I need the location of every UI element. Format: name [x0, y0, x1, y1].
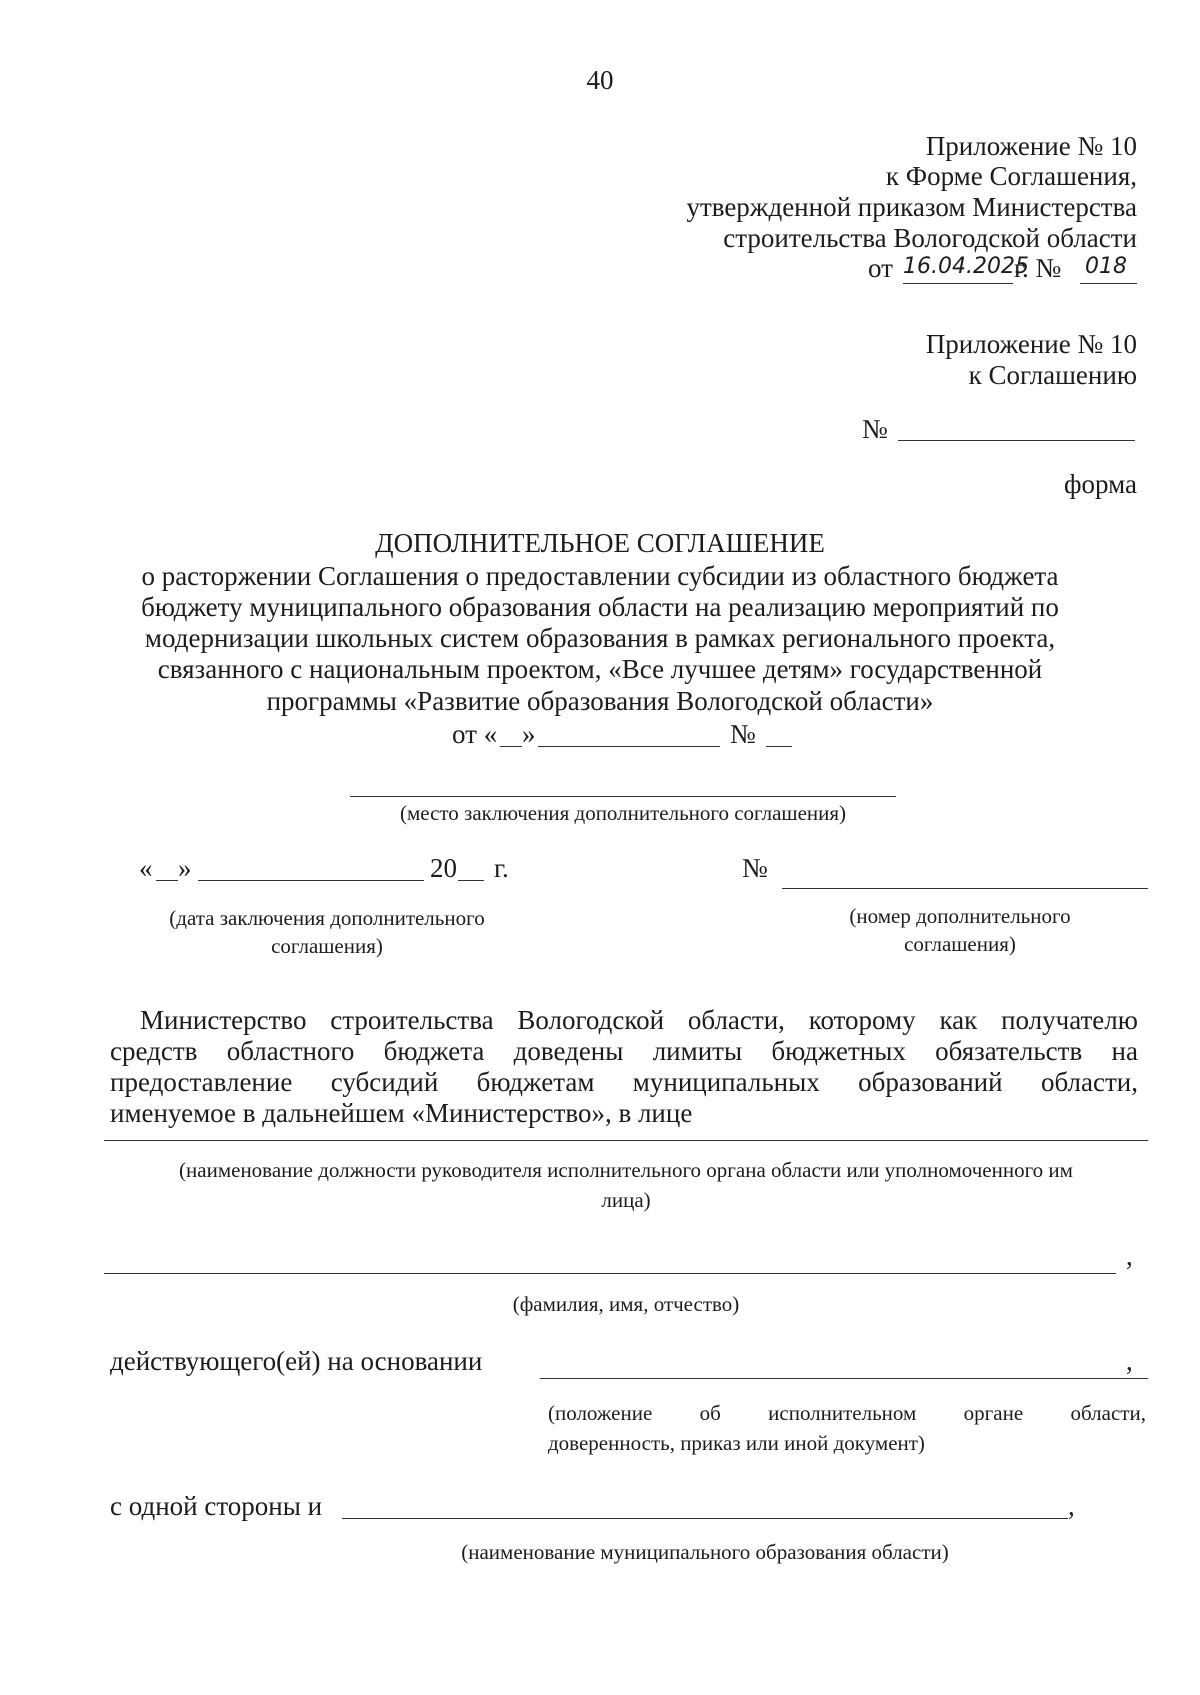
body-line [110, 1035, 1138, 1067]
title-line: бюджету муниципального образования области на реализацию мероприятий по [141, 592, 1059, 622]
order-no-label: г. № [1014, 253, 1062, 283]
order-date-handwritten: 16.04.2025 [903, 254, 1029, 279]
word: бюджетных [771, 1036, 906, 1066]
fio-comma: , [1126, 1241, 1133, 1271]
word: об [699, 1401, 721, 1425]
fio-caption: (фамилия, имя, отчество) [512, 1292, 740, 1316]
appendix-line: к Соглашению [968, 360, 1137, 390]
order-from-label: от [868, 253, 893, 283]
basis-line [540, 1378, 1148, 1379]
number-caption-line: (номер дополнительного [849, 904, 1071, 928]
word: образований [858, 1067, 1003, 1097]
word: бюджета [383, 1036, 485, 1066]
word: как [939, 1005, 978, 1035]
title-line: модернизации школьных систем образования в рамках регионального проекта, [144, 623, 1056, 653]
title-quote-close: » [522, 719, 536, 749]
word: лимиты [652, 1036, 743, 1066]
agreement-no-line [898, 440, 1135, 441]
title-line: связанного с национальным проектом, «Все лучшее детям» государственной [157, 654, 1043, 684]
date-year-prefix: 20 [430, 853, 457, 883]
title-month-line [538, 746, 720, 747]
basis-comma: , [1126, 1346, 1133, 1376]
body-line [140, 1004, 1138, 1036]
order-date-line [903, 283, 1013, 284]
agreement-no-label: № [862, 414, 888, 444]
position-caption-line: лица) [601, 1188, 651, 1212]
word: Министерство [140, 1005, 307, 1035]
word: средств [110, 1036, 198, 1066]
word: на [1111, 1036, 1138, 1066]
title-number-line [766, 746, 792, 747]
order-number-line [1080, 283, 1137, 284]
date-caption-line: соглашения) [271, 934, 383, 958]
word: органе [963, 1401, 1024, 1425]
word: муниципальных [632, 1067, 820, 1097]
word: обязательств [935, 1036, 1083, 1066]
word: строительства [330, 1005, 494, 1035]
body-line: именуемое в дальнейшем «Министерство», в лице [110, 1098, 693, 1128]
word: которому [808, 1005, 916, 1035]
word: Вологодской [517, 1005, 665, 1035]
title-heading: ДОПОЛНИТЕЛЬНОЕ СОГЛАШЕНИЕ [375, 528, 825, 558]
basis-caption-line [548, 1399, 1146, 1427]
place-line [350, 796, 896, 797]
date-caption-line: (дата заключения дополнительного [169, 906, 485, 930]
municipality-comma: , [1068, 1491, 1075, 1521]
date-quote-close: » [178, 853, 192, 883]
municipality-line [342, 1518, 1068, 1519]
acting-label: действующего(ей) на основании [110, 1346, 483, 1376]
appendix-line: к Форме Соглашения, [885, 161, 1137, 191]
page-number: 40 [586, 65, 614, 95]
position-line [104, 1140, 1148, 1141]
number-label: № [742, 853, 768, 883]
date-month-line [198, 880, 424, 881]
place-caption: (место заключения дополнительного соглашения) [399, 801, 847, 825]
word: бюджетам [476, 1067, 595, 1097]
word: субсидий [330, 1067, 439, 1097]
word: области, [1040, 1067, 1138, 1097]
one-side-label: с одной стороны и [110, 1491, 323, 1521]
number-line [782, 888, 1148, 889]
date-quote-open: « [139, 853, 153, 883]
word: исполнительном [768, 1401, 917, 1425]
title-line: о расторжении Соглашения о предоставлении субсидии из областного бюджета [141, 561, 1059, 591]
word: получателю [1001, 1005, 1138, 1035]
date-year-line [458, 880, 484, 881]
word: областного [226, 1036, 355, 1066]
title-line: программы «Развитие образования Вологодской области» [266, 686, 934, 716]
word: области, [1070, 1401, 1146, 1425]
fio-line [104, 1273, 1116, 1274]
basis-caption-line: доверенность, приказ или иной документ) [548, 1431, 925, 1455]
position-caption-line: (наименование должности руководителя исполнительного органа области или уполномоченного им [179, 1158, 1073, 1182]
body-line [110, 1066, 1138, 1098]
appendix-line: утвержденной приказом Министерства [686, 192, 1137, 222]
word: предоставление [110, 1067, 293, 1097]
date-year-suffix: г. [494, 853, 509, 883]
order-number-handwritten: 018 [1085, 254, 1127, 279]
form-label: форма [1064, 469, 1137, 499]
municipality-caption: (наименование муниципального образования области) [461, 1540, 949, 1564]
appendix-line: Приложение № 10 [925, 329, 1137, 359]
word: (положение [548, 1401, 653, 1425]
word: области, [687, 1005, 785, 1035]
appendix-line: Приложение № 10 [925, 131, 1137, 161]
date-day-line [156, 880, 178, 881]
title-from-label: от « [452, 719, 498, 749]
word: доведены [513, 1036, 624, 1066]
number-caption-line: соглашения) [904, 932, 1016, 956]
title-day-line [500, 746, 522, 747]
title-no-label: № [730, 719, 756, 749]
appendix-line: строительства Вологодской области [723, 223, 1137, 253]
